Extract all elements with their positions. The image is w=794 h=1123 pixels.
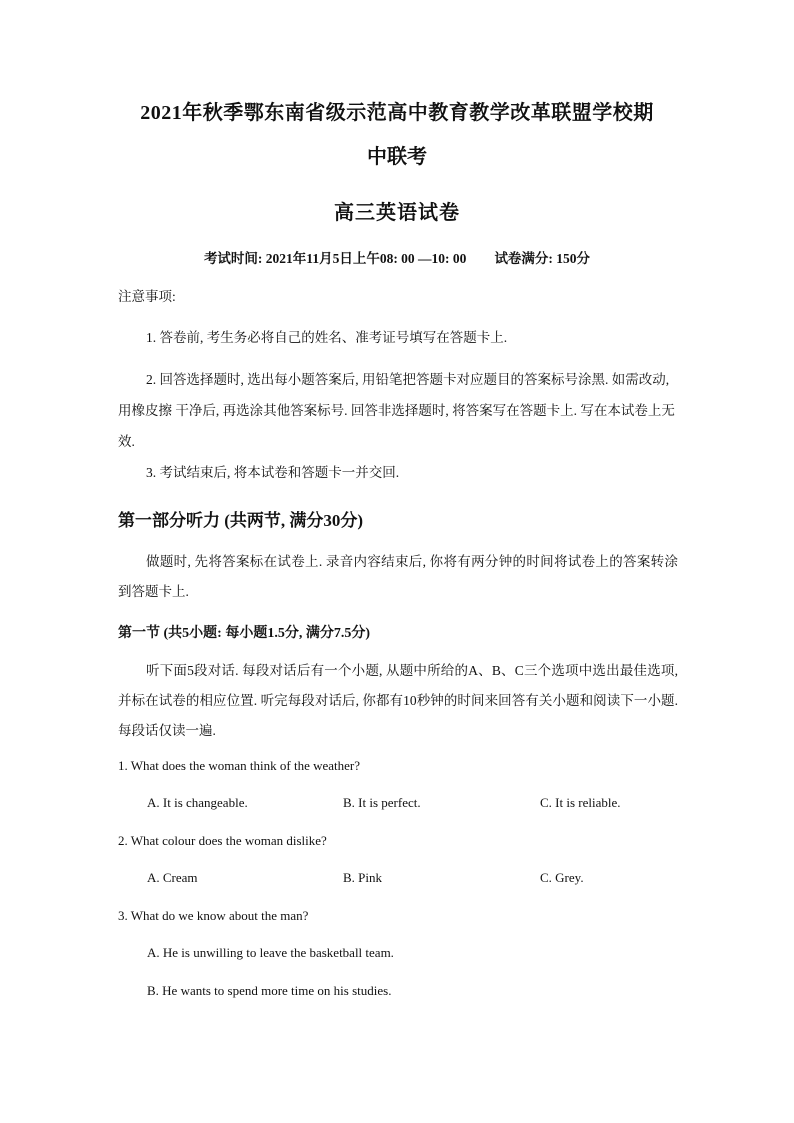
section1-instruction: 听下面5段对话. 每段对话后有一个小题, 从题中所给的A、B、C三个选项中选出最佳选项, 并标在试卷的相应位置. 听完每段对话后, 你都有10秒钟的时间来回答有关小题和阅读下一小题. 每段话仅读一遍. [118,663,678,738]
question-2-option-c: C. Grey. [540,870,584,885]
note-item-2: 2. 回答选择题时, 选出每小题答案后, 用铅笔把答题卡对应题目的答案标号涂黑. 如需改动, 用橡皮擦 干净后, 再选涂其他答案标号. 回答非选择题时, 将答案写在答题卡上. 写在本试卷上无效. [118,372,675,449]
note-item-1: 1. 答卷前, 考生务必将自己的姓名、准考证号填写在答题卡上. [146,330,508,345]
part1-instruction: 做题时, 先将答案标在试卷上. 录音内容结束后, 你将有两分钟的时间将试卷上的答案转涂到答题卡上. [118,554,678,599]
question-1-option-b: B. It is perfect. [343,795,421,810]
question-2-option-b: B. Pink [343,870,383,885]
full-score: 试卷满分: 150分 [494,251,591,266]
exam-info [0,247,794,267]
note-item-3: 3. 考试结束后, 将本试卷和答题卡一并交回. [146,465,400,480]
exam-subtitle: 高三英语试卷 [334,202,460,224]
question-3: 3. What do we know about the man? [118,908,309,923]
question-3-option-a: A. He is unwilling to leave the basketball team. [147,945,394,960]
section1-heading: 第一节 (共5小题: 每小题1.5分, 满分7.5分) [118,626,370,641]
question-2: 2. What colour does the woman dislike? [118,833,327,848]
question-2-option-a: A. Cream [147,870,198,885]
exam-time: 考试时间: 2021年11月5日上午08: 00 —10: 00 [203,251,467,266]
question-1-option-c: C. It is reliable. [540,795,621,810]
question-1: 1. What does the woman think of the weather? [118,758,360,773]
notes-heading: 注意事项: [118,289,176,304]
exam-title-line2: 中联考 [367,146,427,168]
question-1-option-a: A. It is changeable. [147,795,248,810]
part1-heading: 第一部分听力 (共两节, 满分30分) [118,511,364,530]
exam-title-line1: 2021年秋季鄂东南省级示范高中教育教学改革联盟学校期 [140,102,654,124]
question-3-option-b: B. He wants to spend more time on his studies. [147,983,392,998]
